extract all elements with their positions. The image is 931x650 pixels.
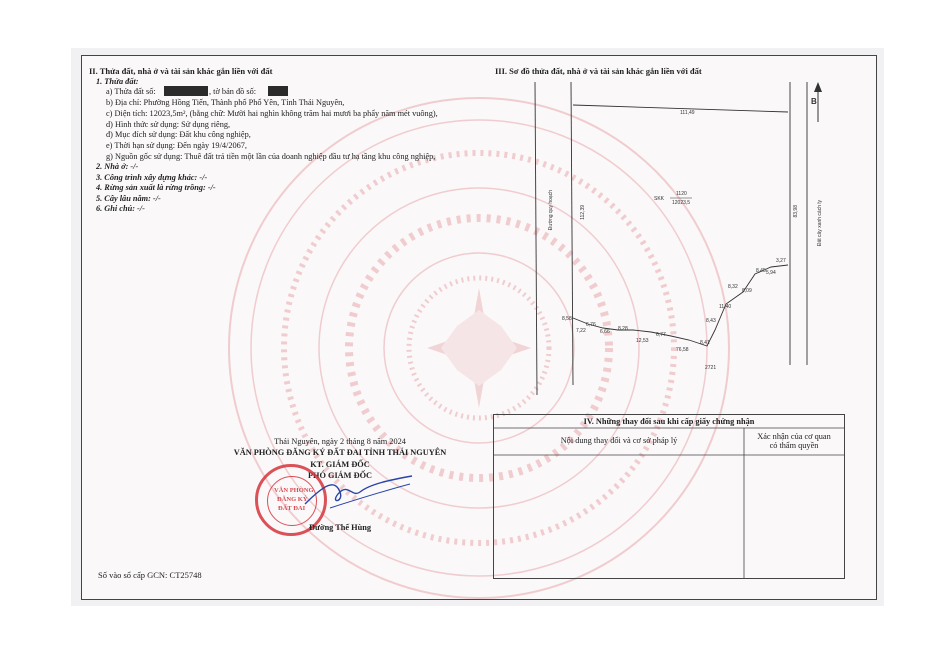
col-approval-header-1: Xác nhận của cơ quan (757, 432, 831, 441)
section-4-title: IV. Những thay đổi sau khi cấp giấy chứng nhận (583, 417, 755, 426)
dim-d12: 8,32 (728, 284, 738, 290)
parcel-map-diagram (493, 60, 843, 410)
use-term: e) Thời hạn sử dụng: Đến ngày 19/4/2067, (106, 141, 248, 150)
road-left-label: Đường quy hoạch (548, 190, 554, 231)
date-line: Thái Nguyên, ngày 2 tháng 8 năm 2024 (274, 437, 406, 446)
notes: 6. Ghi chú: -/- (96, 204, 145, 213)
redacted-parcel-number (164, 86, 208, 96)
dim-d11: 11,40 (719, 304, 732, 310)
dim-d15: 5,94 (766, 270, 776, 276)
use-form: d) Hình thức sử dụng: Sử dụng riêng, (106, 120, 231, 129)
dim-d8: 76,58 (676, 347, 689, 353)
parcel-number: 1120 (676, 191, 687, 197)
deputy-director: PHÓ GIÁM ĐỐC (307, 471, 373, 480)
dim-d10: 8,43 (706, 318, 716, 324)
map-sheet-label: , tờ bản đồ số: (209, 87, 257, 96)
registry-number: Số vào sổ cấp GCN: CT25748 (98, 570, 202, 580)
signature-icon (300, 474, 420, 514)
seal-text-3: ĐẤT ĐAI (278, 505, 306, 512)
address: b) Địa chỉ: Phường Hồng Tiến, Thành phố Phổ Yên, Tỉnh Thái Nguyên, (106, 98, 345, 107)
dim-d4: 6,66 (600, 329, 610, 335)
kt-director: KT. GIÁM ĐỐC (310, 460, 370, 469)
planted-forest: 4. Rừng sản xuất là rừng trồng: -/- (96, 183, 216, 192)
signer-name: Đường Thế Hùng (309, 523, 371, 532)
dim-d3: 6,76 (586, 322, 596, 328)
dim-d7: 6,77 (656, 332, 666, 338)
seal-text-1: VĂN PHÒNG (274, 487, 314, 494)
section-2-title: II. Thửa đất, nhà ở và tài sản khác gắn liền với đất (89, 66, 273, 76)
road-right-label: Đất cây xanh cách ly (817, 200, 823, 247)
use-purpose: đ) Mục đích sử dụng: Đất khu công nghiệp, (106, 130, 251, 139)
issuing-office: VĂN PHÒNG ĐĂNG KÝ ĐẤT ĐAI TỈNH THÁI NGUYÊN (233, 448, 447, 457)
land-heading: 1. Thửa đất: (96, 77, 139, 86)
dim-d2: 7,22 (576, 328, 586, 334)
section-3-title: III. Sơ đồ thửa đất, nhà ở và tài sản khác gắn liền với đất (495, 66, 702, 76)
redacted-map-sheet (268, 86, 288, 96)
dim-d5: 8,28 (618, 326, 628, 332)
dim-d14: 8,45 (756, 268, 766, 274)
house: 2. Nhà ở: -/- (96, 162, 139, 171)
dim-d16: 3,27 (776, 258, 786, 264)
north-arrow-label: B (811, 97, 817, 106)
dim-d13: 8,09 (742, 288, 752, 294)
col-approval-header-2: có thẩm quyền (769, 441, 819, 450)
dim-left: 112,39 (580, 205, 586, 220)
parcel-code: SKK (654, 196, 665, 202)
area: c) Diện tích: 12023,5m², (bằng chữ: Mười hai nghìn không trăm hai mươi ba phẩy năm mét vuông), (106, 109, 438, 118)
dim-d9: 8,41 (700, 340, 710, 346)
dim-bottom: 2721 (705, 365, 717, 371)
col-changes-header: Nội dung thay đổi và cơ sở pháp lý (560, 436, 678, 445)
dim-d6: 12,53 (636, 338, 649, 344)
dim-d1: 8,58 (562, 316, 572, 322)
perennial-trees: 5. Cây lâu năm: -/- (96, 194, 161, 203)
changes-table (493, 414, 845, 579)
dim-right: 83,98 (793, 205, 799, 218)
dim-top: 111,49 (680, 110, 695, 116)
parcel-area: 12023,5 (672, 200, 691, 206)
parcel-number-label: a) Thửa đất số: (106, 87, 156, 96)
other-construction: 3. Công trình xây dựng khác: -/- (96, 173, 208, 182)
land-origin: g) Nguồn gốc sử dụng: Thuê đất trả tiền một lần của doanh nghiệp đầu tư hạ tầng khu công nghiệp, (106, 152, 436, 161)
seal-text-2: ĐĂNG KÝ (277, 496, 308, 503)
